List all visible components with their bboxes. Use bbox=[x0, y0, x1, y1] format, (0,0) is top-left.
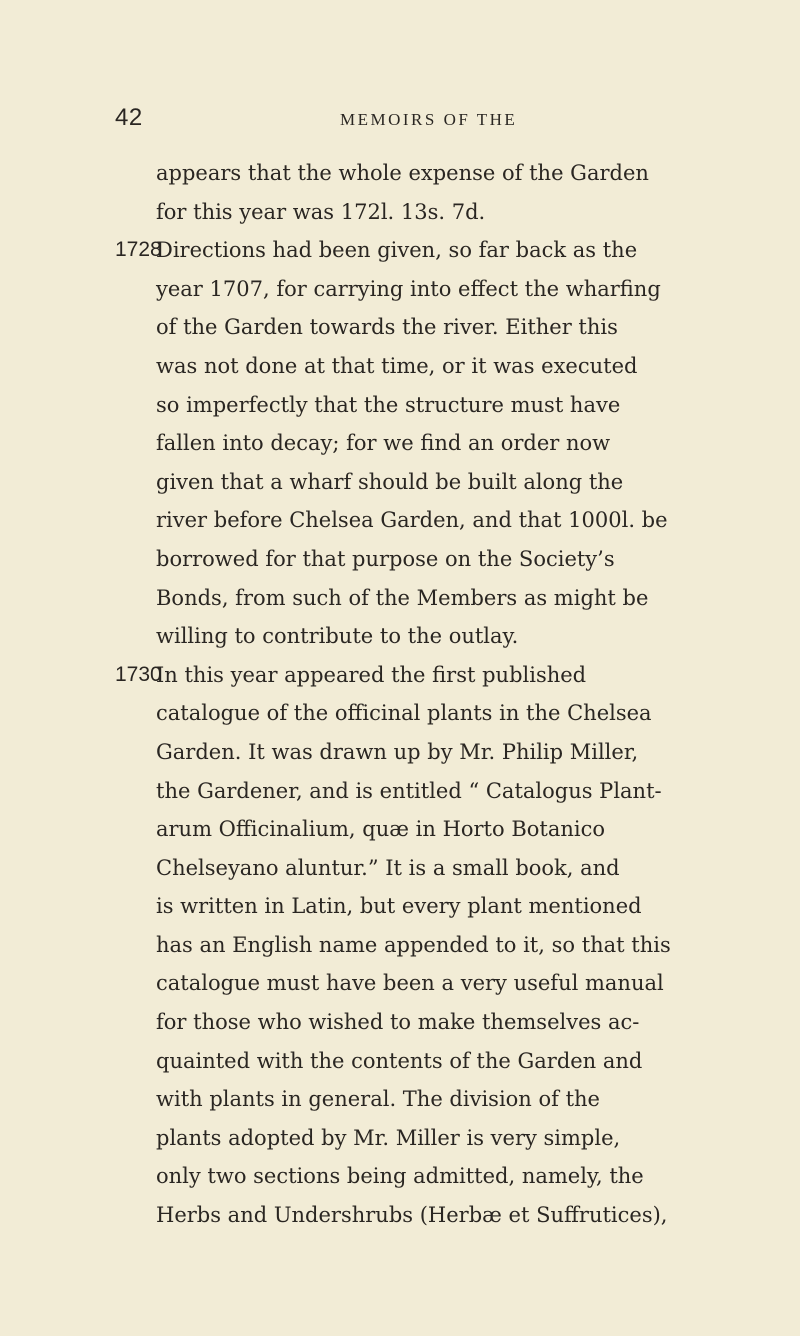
text-line bbox=[0, 1196, 800, 1235]
line-text: Bonds, from such of the Members as might be bbox=[156, 585, 649, 610]
line-text: In this year appeared the first published bbox=[156, 662, 587, 687]
line-text: of the Garden towards the river. Either this bbox=[156, 315, 618, 340]
text-line bbox=[0, 849, 800, 888]
line-text: fallen into decay; for we find an order now bbox=[156, 431, 611, 456]
page-header bbox=[0, 98, 800, 138]
line-text: for this year was 172l. 13s. 7d. bbox=[156, 199, 486, 224]
text-line bbox=[0, 1042, 800, 1081]
text-line bbox=[0, 656, 800, 695]
text-line bbox=[0, 308, 800, 347]
text-line bbox=[0, 926, 800, 965]
text-line bbox=[0, 1003, 800, 1042]
line-text: given that a wharf should be built along the bbox=[156, 469, 624, 494]
text-line bbox=[0, 501, 800, 540]
line-text: river before Chelsea Garden, and that 1000l. be bbox=[156, 508, 668, 533]
text-line bbox=[0, 617, 800, 656]
line-text: year 1707, for carrying into effect the wharfing bbox=[156, 276, 661, 301]
line-text: so imperfectly that the structure must have bbox=[156, 392, 621, 417]
line-text: willing to contribute to the outlay. bbox=[156, 624, 519, 649]
line-text: the Gardener, and is entitled “ Catalogus Plant- bbox=[156, 778, 662, 803]
line-text: plants adopted by Mr. Miller is very simple, bbox=[156, 1125, 621, 1150]
line-text: was not done at that time, or it was executed bbox=[156, 353, 638, 378]
text-line bbox=[0, 887, 800, 926]
text-line bbox=[0, 579, 800, 618]
year-marginal: 1730 bbox=[115, 662, 162, 686]
line-text: catalogue must have been a very useful manual bbox=[156, 971, 664, 996]
line-text: arum Officinalium, quæ in Horto Botanico bbox=[156, 817, 605, 842]
text-line bbox=[0, 772, 800, 811]
text-line bbox=[0, 270, 800, 309]
line-text: has an English name appended to it, so that this bbox=[156, 932, 671, 957]
page-number: 42 bbox=[115, 104, 143, 131]
line-text: for those who wished to make themselves ac- bbox=[156, 1010, 640, 1035]
running-head: MEMOIRS OF THE bbox=[340, 110, 518, 129]
text-line bbox=[0, 1157, 800, 1196]
line-text: Directions had been given, so far back as the bbox=[156, 238, 638, 263]
text-line bbox=[0, 964, 800, 1003]
text-line bbox=[0, 424, 800, 463]
year-marginal: 1728 bbox=[115, 238, 162, 262]
text-line bbox=[0, 1080, 800, 1119]
text-line bbox=[0, 540, 800, 579]
text-line bbox=[0, 231, 800, 270]
line-text: catalogue of the officinal plants in the Chelsea bbox=[156, 701, 652, 726]
line-text: is written in Latin, but every plant mentioned bbox=[156, 894, 642, 919]
line-text: quainted with the contents of the Garden and bbox=[156, 1048, 643, 1073]
line-text: Garden. It was drawn up by Mr. Philip Miller, bbox=[156, 739, 639, 764]
text-line bbox=[0, 193, 800, 232]
line-text: with plants in general. The division of the bbox=[156, 1087, 600, 1112]
line-text: only two sections being admitted, namely, the bbox=[156, 1164, 644, 1189]
text-line bbox=[0, 386, 800, 425]
text-line bbox=[0, 810, 800, 849]
line-text: appears that the whole expense of the Garden bbox=[156, 161, 649, 185]
text-line bbox=[0, 347, 800, 386]
text-line bbox=[0, 463, 800, 502]
line-text: Chelseyano aluntur.” It is a small book, and bbox=[156, 855, 620, 880]
text-line bbox=[0, 733, 800, 772]
text-line bbox=[0, 694, 800, 733]
line-text: Herbs and Undershrubs (Herbæ et Suffrutices), bbox=[156, 1203, 668, 1228]
text-line bbox=[0, 154, 800, 193]
text-line bbox=[0, 1119, 800, 1158]
body-text bbox=[0, 154, 800, 1235]
line-text: borrowed for that purpose on the Society’s bbox=[156, 546, 615, 571]
